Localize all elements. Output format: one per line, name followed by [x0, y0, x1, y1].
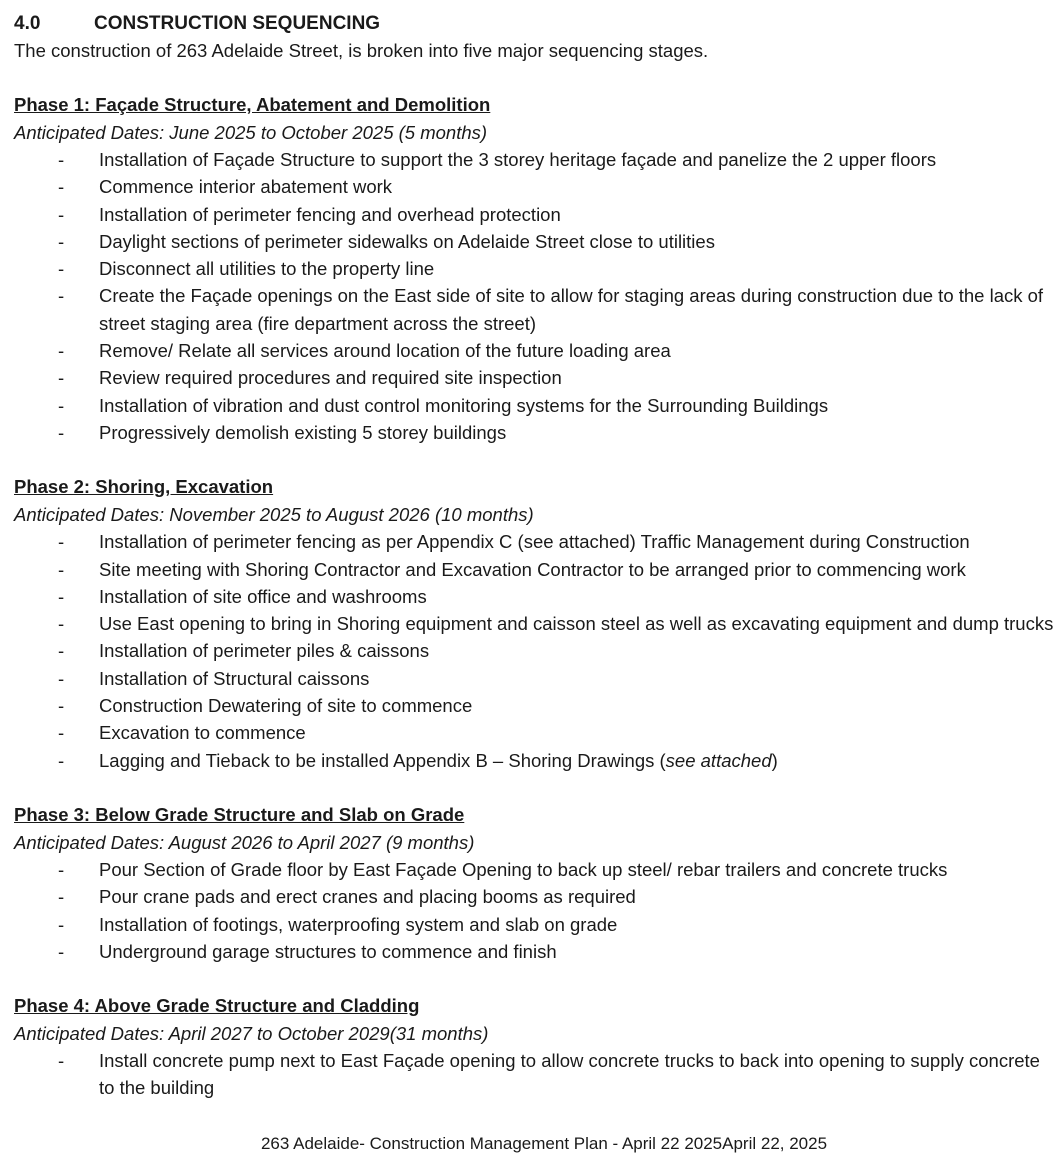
list-item: - Commence interior abatement work: [14, 173, 1058, 200]
phase-item-list: [14, 1047, 1058, 1102]
list-item: - Site meeting with Shoring Contractor and Excavation Contractor to be arranged prior to commencing work: [14, 556, 1058, 583]
page-footer: 263 Adelaide- Construction Management Plan - April 22 2025April 22, 2025: [260, 1134, 828, 1153]
dash-bullet: -: [58, 858, 65, 880]
phase-item-list: [14, 146, 1058, 446]
dash-bullet: -: [58, 722, 65, 744]
dash-bullet: -: [58, 558, 65, 580]
section-title: CONSTRUCTION SEQUENCING: [94, 13, 381, 34]
phase-title: Phase 2: Shoring, Excavation: [14, 476, 274, 498]
dash-bullet: -: [58, 203, 65, 225]
list-item: - Installation of site office and washrooms: [14, 583, 1058, 610]
phase-3: [14, 801, 1058, 965]
dash-bullet: -: [58, 940, 65, 962]
dash-bullet: -: [58, 285, 65, 307]
list-item: - Installation of Façade Structure to support the 3 storey heritage façade and panelize the 2 upper floors: [14, 146, 1058, 173]
dash-bullet: -: [58, 176, 65, 198]
list-item: - Construction Dewatering of site to commence: [14, 692, 1058, 719]
list-item: - Lagging and Tieback to be installed Appendix B – Shoring Drawings (see attached): [14, 747, 1058, 774]
list-item: - Excavation to commence: [14, 719, 1058, 746]
list-item: - Daylight sections of perimeter sidewalks on Adelaide Street close to utilities: [14, 228, 1058, 255]
list-item: - Installation of Structural caissons: [14, 665, 1058, 692]
dash-bullet: -: [58, 258, 65, 280]
section-number: 4.0: [14, 13, 41, 34]
phase-title: Phase 1: Façade Structure, Abatement and Demolition: [14, 94, 491, 115]
list-item: - Installation of vibration and dust control monitoring systems for the Surrounding Buildings: [14, 392, 1058, 419]
list-item: - Install concrete pump next to East Façade opening to allow concrete trucks to back into opening to supply concrete to the building: [14, 1047, 1058, 1102]
phase-dates: Anticipated Dates: April 2027 to October 2029(31 months): [14, 1023, 489, 1045]
dash-bullet: -: [58, 613, 65, 635]
list-item: - Create the Façade openings on the East side of site to allow for staging areas during construction due to the lack of street staging area (fire department across the street): [14, 282, 1058, 337]
dash-bullet: -: [58, 340, 65, 362]
dash-bullet: -: [58, 1050, 65, 1072]
list-item: - Pour crane pads and erect cranes and placing booms as required: [14, 883, 1058, 910]
section-heading: [14, 10, 1058, 37]
dash-bullet: -: [58, 886, 65, 908]
dash-bullet: -: [58, 749, 65, 771]
dash-bullet: -: [58, 230, 65, 252]
phase-title: Phase 3: Below Grade Structure and Slab on Grade: [14, 803, 465, 825]
list-item: - Remove/ Relate all services around location of the future loading area: [14, 337, 1058, 364]
dash-bullet: -: [58, 531, 65, 553]
phase-item-list: [14, 856, 1058, 965]
section-intro: The construction of 263 Adelaide Street, is broken into five major sequencing stages.: [14, 40, 709, 61]
dash-bullet: -: [58, 667, 65, 689]
phase-title: Phase 4: Above Grade Structure and Cladding: [14, 995, 420, 1017]
dash-bullet: -: [58, 394, 65, 416]
phase-dates: Anticipated Dates: August 2026 to April 2027 (9 months): [14, 831, 475, 853]
phase-dates: Anticipated Dates: June 2025 to October 2025 (5 months): [14, 122, 488, 143]
list-item: - Pour Section of Grade floor by East Façade Opening to back up steel/ rebar trailers and concrete trucks: [14, 856, 1058, 883]
phase-2: [14, 473, 1058, 774]
dash-bullet: -: [58, 421, 65, 443]
list-item: - Installation of footings, waterproofing system and slab on grade: [14, 911, 1058, 938]
phase-4: [14, 992, 1058, 1102]
phase-dates: Anticipated Dates: November 2025 to August 2026 (10 months): [14, 504, 534, 526]
document-page: [14, 10, 1058, 1129]
dash-bullet: -: [58, 913, 65, 935]
dash-bullet: -: [58, 640, 65, 662]
dash-bullet: -: [58, 585, 65, 607]
list-item: - Installation of perimeter fencing as per Appendix C (see attached) Traffic Management during Construction: [14, 528, 1058, 555]
list-item: - Use East opening to bring in Shoring equipment and caisson steel as well as excavating equipment and dump trucks: [14, 610, 1058, 637]
phase-item-list: [14, 528, 1058, 774]
dash-bullet: -: [58, 695, 65, 717]
list-item: - Installation of perimeter piles & caissons: [14, 637, 1058, 664]
list-item: - Disconnect all utilities to the property line: [14, 255, 1058, 282]
phase-1: [14, 91, 1058, 446]
list-item: - Installation of perimeter fencing and overhead protection: [14, 201, 1058, 228]
list-item: - Progressively demolish existing 5 storey buildings: [14, 419, 1058, 446]
dash-bullet: -: [58, 149, 65, 170]
dash-bullet: -: [58, 367, 65, 389]
list-item: - Underground garage structures to commence and finish: [14, 938, 1058, 965]
list-item: - Review required procedures and required site inspection: [14, 364, 1058, 391]
